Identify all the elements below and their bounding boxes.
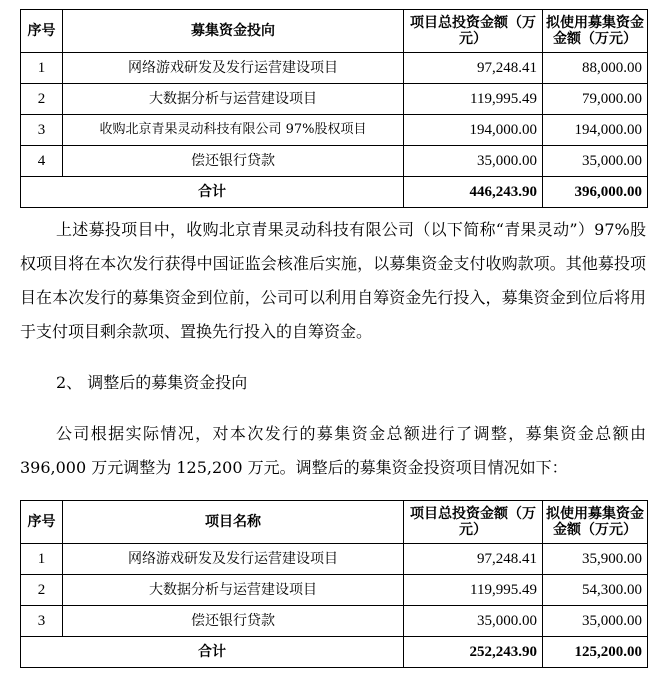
row-seq: 2 <box>21 84 63 115</box>
row-seq: 2 <box>21 575 63 606</box>
row-name: 大数据分析与运营建设项目 <box>63 84 404 115</box>
paragraph-adjustment: 公司根据实际情况，对本次发行的募集资金总额进行了调整，募集资金总额由 396,000 万元调整为 125,200 万元。调整后的募集资金投资项目情况如下： <box>20 424 646 477</box>
row-name: 网络游戏研发及发行运营建设项目 <box>63 544 404 575</box>
total-investment: 446,243.90 <box>404 177 543 208</box>
table-header-row <box>21 10 648 53</box>
row-use: 194,000.00 <box>543 115 648 146</box>
paragraph-project-notes: 上述募投项目中，收购北京青果灵动科技有限公司（以下简称“青果灵动”）97%股权项目将在本次发行获得中国证监会核准后实施，以募集资金支付收购款项。其他募投项目在本次发行的募集资金到位前，公司可以利用自筹资金先行投入，募集资金到位后将用于支付项目剩余款项、置换先行投入的自筹资金。 <box>20 220 646 341</box>
row-total: 35,000.00 <box>404 606 543 637</box>
row-seq: 1 <box>21 53 63 84</box>
header-seq: 序号 <box>21 10 63 53</box>
row-seq: 4 <box>21 146 63 177</box>
row-name: 大数据分析与运营建设项目 <box>63 575 404 606</box>
table-row <box>21 606 648 637</box>
row-name: 收购北京青果灵动科技有限公司 97%股权项目 <box>63 115 404 146</box>
section-heading-adjusted-use: 2、 调整后的募集资金投向 <box>56 373 248 392</box>
row-name: 偿还银行贷款 <box>63 146 404 177</box>
header-total-investment: 项目总投资金额（万元） <box>404 10 543 53</box>
total-row <box>21 637 648 668</box>
row-use: 54,300.00 <box>543 575 648 606</box>
header-project-name: 项目名称 <box>63 501 404 544</box>
row-seq: 3 <box>21 115 63 146</box>
header-planned-fund-use: 拟使用募集资金金额（万元） <box>543 10 648 53</box>
total-row <box>21 177 648 208</box>
table-row <box>21 146 648 177</box>
table-row <box>21 84 648 115</box>
fund-allocation-table <box>20 9 648 208</box>
row-total: 194,000.00 <box>404 115 543 146</box>
table-row <box>21 544 648 575</box>
row-total: 97,248.41 <box>404 53 543 84</box>
total-investment: 252,243.90 <box>404 637 543 668</box>
row-total: 119,995.49 <box>404 84 543 115</box>
table-row <box>21 575 648 606</box>
total-fund-use: 396,000.00 <box>543 177 648 208</box>
row-use: 88,000.00 <box>543 53 648 84</box>
total-fund-use: 125,200.00 <box>543 637 648 668</box>
row-total: 119,995.49 <box>404 575 543 606</box>
row-total: 35,000.00 <box>404 146 543 177</box>
row-total: 97,248.41 <box>404 544 543 575</box>
row-use: 35,900.00 <box>543 544 648 575</box>
header-planned-fund-use: 拟使用募集资金金额（万元） <box>543 501 648 544</box>
total-label: 合计 <box>21 177 404 208</box>
table-header-row <box>21 501 648 544</box>
row-use: 79,000.00 <box>543 84 648 115</box>
row-use: 35,000.00 <box>543 606 648 637</box>
header-seq: 序号 <box>21 501 63 544</box>
row-seq: 1 <box>21 544 63 575</box>
header-fund-use: 募集资金投向 <box>63 10 404 53</box>
row-use: 35,000.00 <box>543 146 648 177</box>
header-total-investment: 项目总投资金额（万元） <box>404 501 543 544</box>
adjusted-fund-allocation-table <box>20 500 648 668</box>
row-name: 偿还银行贷款 <box>63 606 404 637</box>
row-seq: 3 <box>21 606 63 637</box>
table-row <box>21 53 648 84</box>
row-name: 网络游戏研发及发行运营建设项目 <box>63 53 404 84</box>
total-label: 合计 <box>21 637 404 668</box>
table-row <box>21 115 648 146</box>
